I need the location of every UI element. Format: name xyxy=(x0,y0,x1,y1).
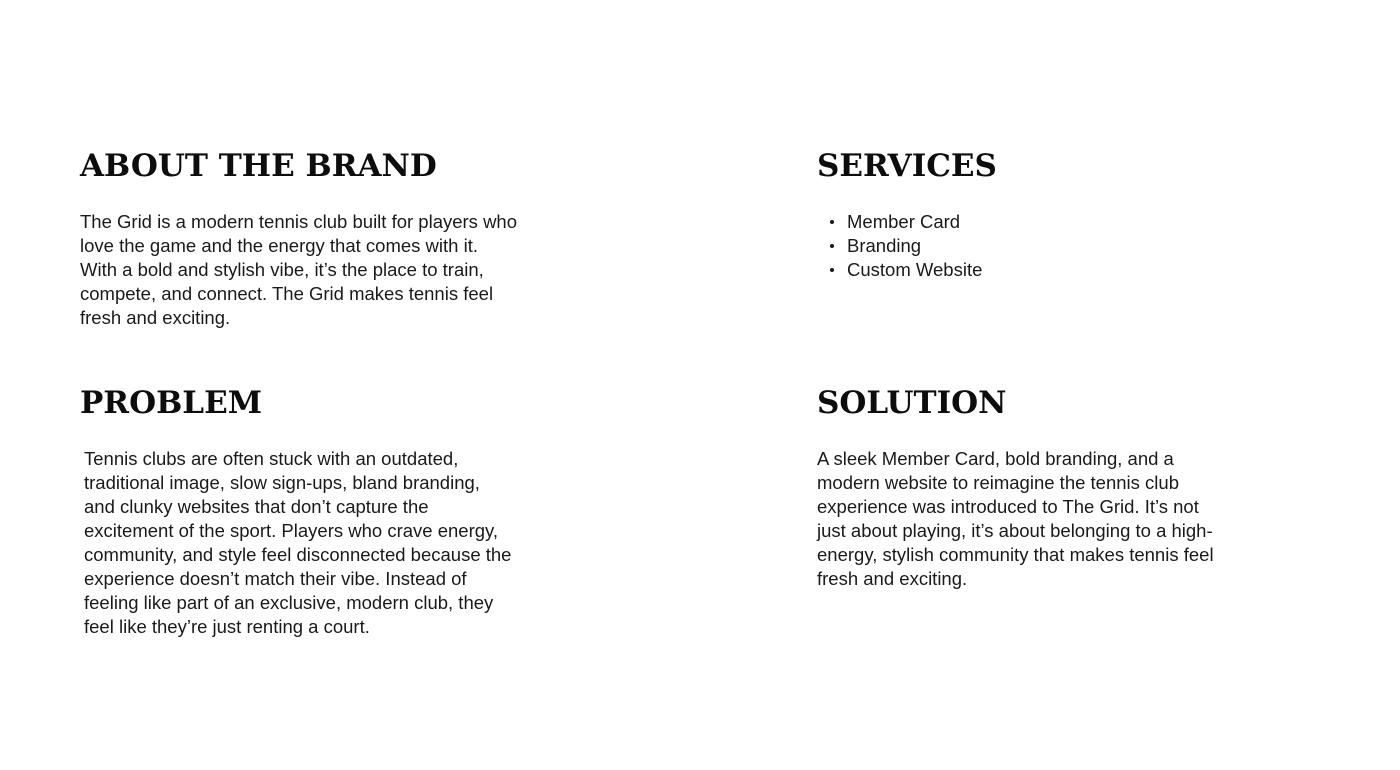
services-list xyxy=(817,210,997,282)
services-heading: SERVICES xyxy=(817,148,997,184)
problem-body: Tennis clubs are often stuck with an outdated, traditional image, slow sign-ups, bland branding, and clunky websites that don’t capture the excitement of the sport. Players who crave energy, community, and style feel disconnected because the experience doesn’t match their vibe. Instead of feeling like part of an exclusive, modern club, they feel like they’re just renting a court. xyxy=(84,448,512,637)
problem-heading: PROBLEM xyxy=(80,385,263,421)
services-section xyxy=(817,148,997,282)
solution-section xyxy=(817,385,1217,591)
about-body: The Grid is a modern tennis club built for players who love the game and the energy that comes with it. With a bold and stylish vibe, it’s the place to train, compete, and connect. The Grid makes tennis feel fresh and exciting. xyxy=(80,211,518,328)
service-item-branding: Branding xyxy=(847,234,997,258)
problem-section xyxy=(80,385,514,639)
service-item-member-card: Member Card xyxy=(847,210,997,234)
about-section xyxy=(80,148,520,330)
solution-body: A sleek Member Card, bold branding, and a modern website to reimagine the tennis club experience was introduced to The Grid. It’s not just about playing, it’s about belonging to a high-energy, stylish community that makes tennis feel fresh and exciting. xyxy=(817,448,1214,589)
solution-heading: SOLUTION xyxy=(817,385,1007,421)
about-heading: ABOUT THE BRAND xyxy=(80,148,437,184)
service-item-custom-website: Custom Website xyxy=(847,258,997,282)
